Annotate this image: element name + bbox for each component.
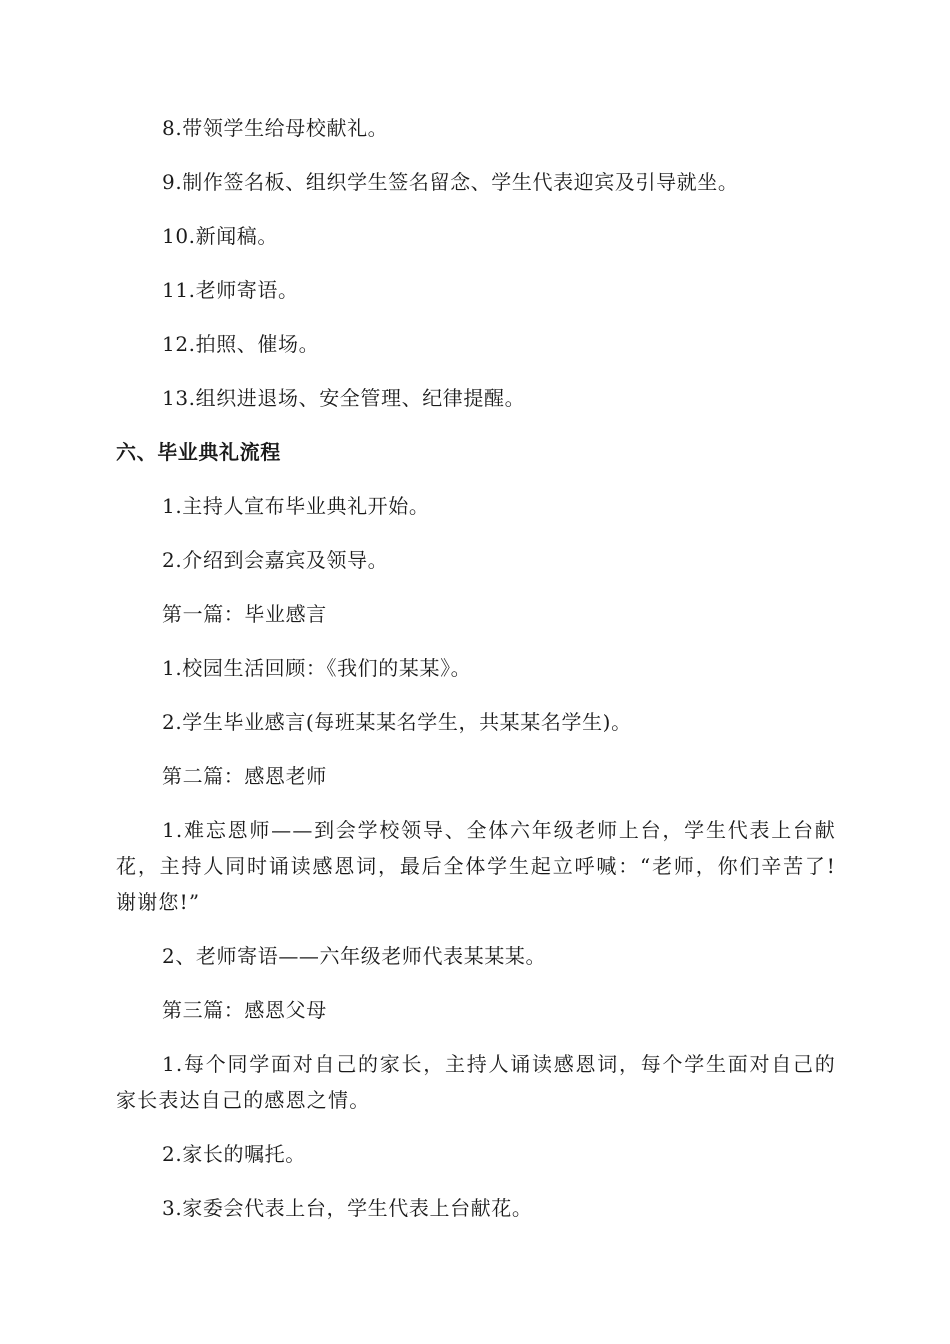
flow-item-committee: 3.家委会代表上台，学生代表上台献花。 — [162, 1196, 533, 1220]
task-item-8: 8.带领学生给母校献礼。 — [162, 116, 389, 140]
flow-item-review: 1.校园生活回顾：《我们的某某》。 — [162, 656, 472, 680]
task-item-13: 13.组织进退场、安全管理、纪律提醒。 — [162, 386, 526, 410]
flow-item-guests: 2.介绍到会嘉宾及领导。 — [162, 548, 389, 572]
flow-item-parents-advice: 2.家长的嘱托。 — [162, 1142, 306, 1166]
flow-item-open: 1.主持人宣布毕业典礼开始。 — [162, 494, 430, 518]
part-two-title: 第二篇：感恩老师 — [162, 764, 327, 788]
flow-item-teacher-message: 2、老师寄语——六年级老师代表某某某。 — [162, 944, 547, 968]
section-heading: 六、毕业典礼流程 — [116, 440, 281, 464]
task-item-11: 11.老师寄语。 — [162, 278, 299, 302]
paragraph-parents: 1.每个同学面对自己的家长，主持人诵读感恩词，每个学生面对自己的家长表达自己的感恩之情。 — [116, 1052, 836, 1112]
task-item-9: 9.制作签名板、组织学生签名留念、学生代表迎宾及引导就坐。 — [162, 170, 739, 194]
paragraph-teachers: 1.难忘恩师——到会学校领导、全体六年级老师上台，学生代表上台献花，主持人同时诵读感恩词，最后全体学生起立呼喊：“老师，你们辛苦了!谢谢您!” — [116, 818, 836, 914]
part-one-title: 第一篇：毕业感言 — [162, 602, 327, 626]
document-body — [116, 110, 836, 1244]
part-three-title: 第三篇：感恩父母 — [162, 998, 327, 1022]
flow-item-speech: 2.学生毕业感言(每班某某名学生，共某某名学生)。 — [162, 710, 632, 734]
task-item-10: 10.新闻稿。 — [162, 224, 279, 248]
task-item-12: 12.拍照、催场。 — [162, 332, 320, 356]
